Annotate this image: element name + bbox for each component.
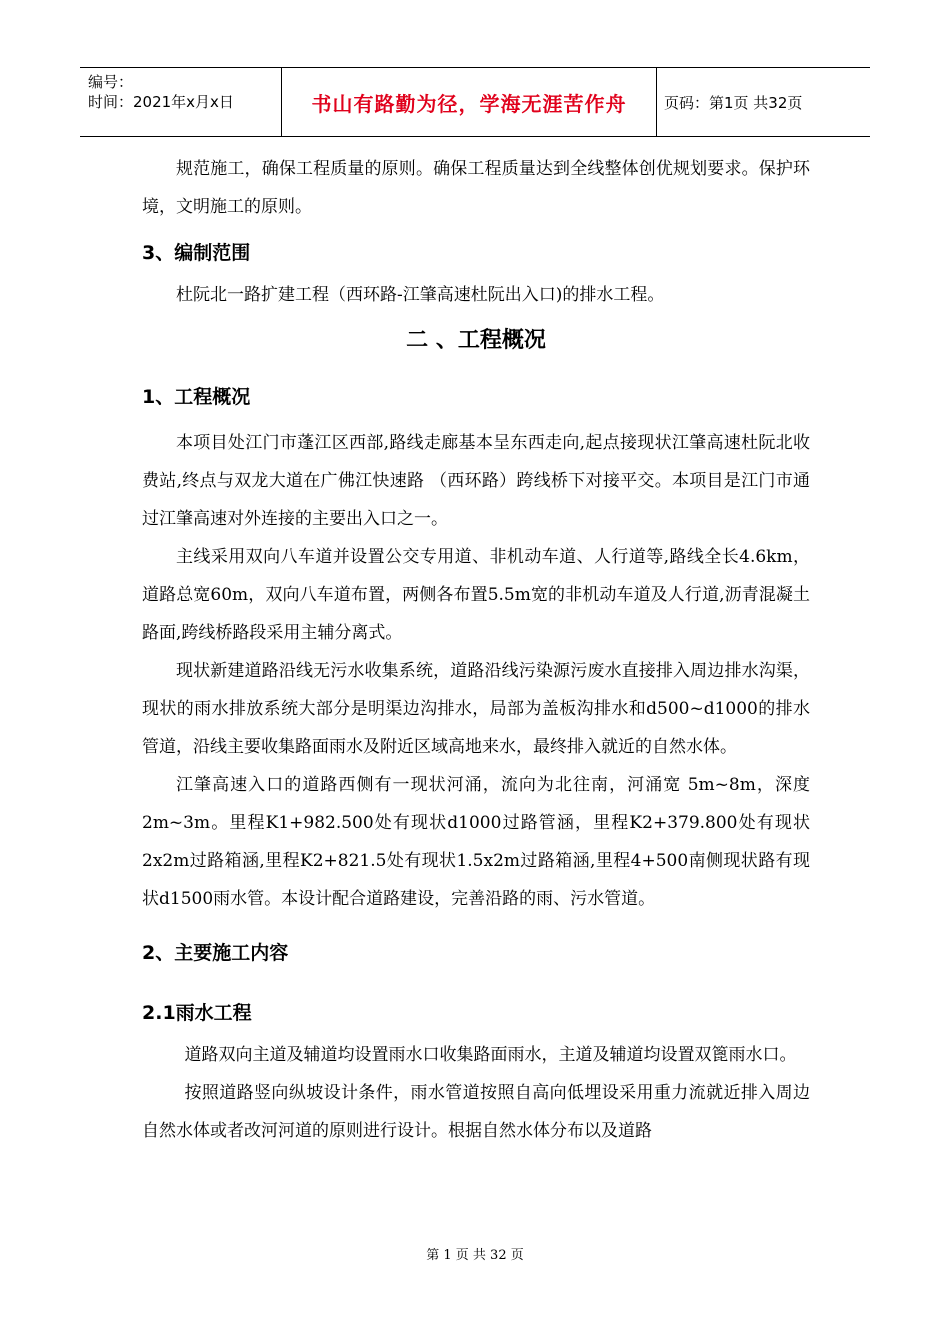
page-footer: 第 1 页 共 32 页 <box>426 1248 524 1263</box>
paragraph-intro: 规范施工，确保工程质量的原则。确保工程质量达到全线整体创优规划要求。保护环境，文明施工的原则。 <box>142 159 810 217</box>
heading-scope: 3、编制范围 <box>142 242 251 264</box>
paragraph-overview-3: 现状新建道路沿线无污水收集系统，道路沿线污染源污废水直接排入周边排水沟渠，现状的雨水排放系统大部分是明渠边沟排水，局部为盖板沟排水和d500~d1000的排水管道，沿线主要收集路面雨水及附近区域高地来水，最终排入就近的自然水体。 <box>142 661 810 757</box>
paragraph-rain-1: 道路双向主道及辅道均设置雨水口收集路面雨水，主道及辅道均设置双篦雨水口。 <box>184 1045 797 1065</box>
heading-rain-works: 2.1雨水工程 <box>142 1002 252 1024</box>
paragraph-scope: 杜阮北一路扩建工程（西环路-江肇高速杜阮出入口)的排水工程。 <box>176 285 665 305</box>
heading-chapter-2: 二 、工程概况 <box>406 328 546 353</box>
paragraph-overview-4: 江肇高速入口的道路西侧有一现状河涌，流向为北往南，河涌宽 5m~8m，深度2m~3m。里程K1+982.500处有现状d1000过路管涵，里程K2+379.800处有现状2x2m过路箱涵,里程K2+821.5处有现状1.5x2m过路箱涵,里程4+500南侧现状路有现状d1500雨水管。本设计配合道路建设，完善沿路的雨、污水管道。 <box>142 775 810 909</box>
heading-overview: 1、工程概况 <box>142 386 251 408</box>
header-slogan: 书山有路勤为径，学海无涯苦作舟 <box>281 68 657 136</box>
header-page-info: 页码：第1页 共32页 <box>664 93 803 112</box>
paragraph-rain-2: 按照道路竖向纵坡设计条件，雨水管道按照自高向低埋设采用重力流就近排入周边自然水体或者改河河道的原则进行设计。根据自然水体分布以及道路 <box>142 1083 810 1141</box>
header-time-label: 时间：2021年x月x日 <box>88 93 234 111</box>
header-meta <box>80 68 281 136</box>
paragraph-overview-1: 本项目处江门市蓬江区西部,路线走廊基本呈东西走向,起点接现状江肇高速杜阮北收费站,终点与双龙大道在广佛江快速路 （西环路）跨线桥下对接平交。本项目是江门市通过江肇高速对外连接的主要出入口之一。 <box>142 433 810 529</box>
page-header <box>80 67 870 137</box>
heading-main-content: 2、主要施工内容 <box>142 942 289 964</box>
header-number-label: 编号： <box>88 73 134 91</box>
document-body <box>142 150 810 1150</box>
paragraph-overview-2: 主线采用双向八车道并设置公交专用道、非机动车道、人行道等,路线全长4.6km，道路总宽60m，双向八车道布置，两侧各布置5.5m宽的非机动车道及人行道,沥青混凝土路面,跨线桥路段采用主辅分离式。 <box>142 547 810 643</box>
